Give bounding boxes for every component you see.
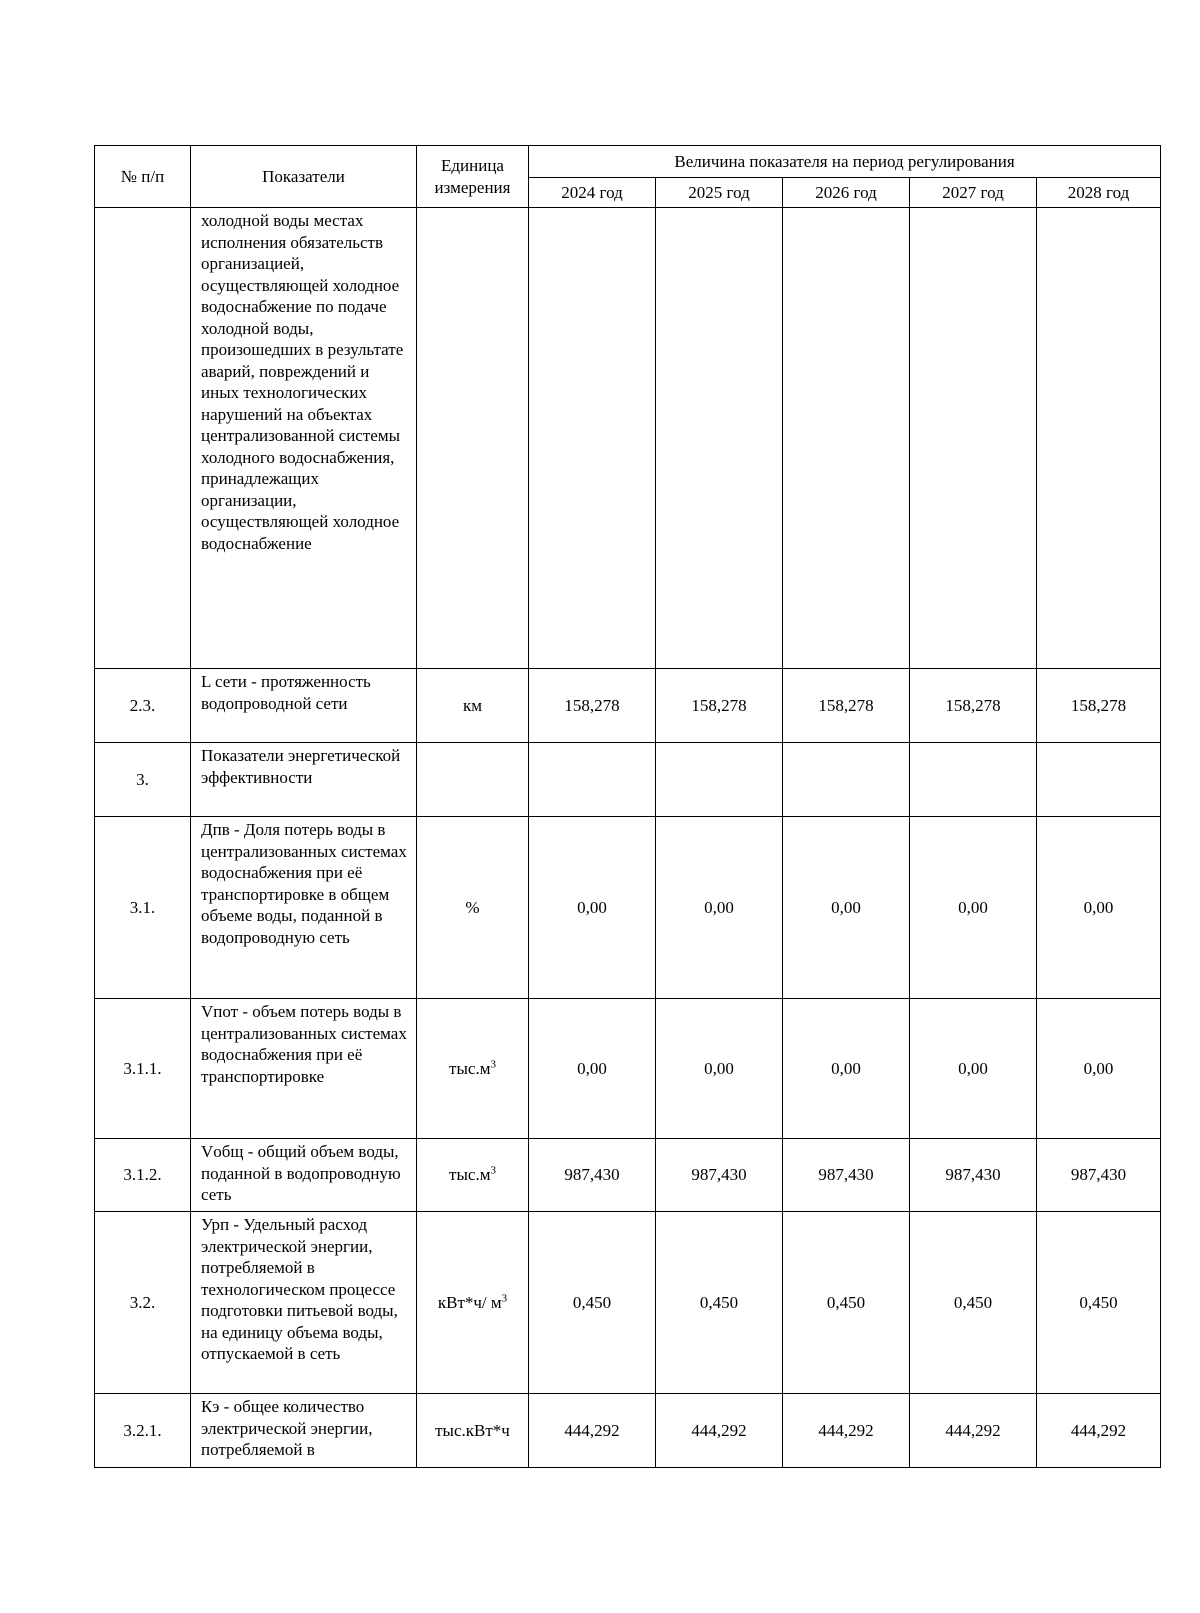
row-value-2024: 987,430 [529, 1139, 656, 1212]
header-period: Величина показателя на период регулирования [529, 146, 1161, 178]
row-value-2027 [910, 743, 1037, 817]
row-name: Кэ - общее количество электрической энергии, потребляемой в [191, 1394, 417, 1468]
table-row [95, 1139, 1161, 1212]
header-num: № п/п [95, 146, 191, 208]
row-unit: кВт*ч/ $м^3$ [417, 1212, 529, 1394]
row-unit [417, 743, 529, 817]
header-year-2026: 2026 год [783, 178, 910, 208]
row-unit: тыс.кВт*ч [417, 1394, 529, 1468]
row-value-2028: 0,450 [1037, 1212, 1161, 1394]
row-name: холодной воды местах исполнения обязательств организацией, осуществляющей холодное водоснабжение по подаче холодной воды, произошедших в результате аварий, повреждений и иных технологических нарушений на объектах централизованной системы холодного водоснабжения, принадлежащих организации, осуществляющей холодное водоснабжение [191, 208, 417, 669]
row-value-2025 [656, 743, 783, 817]
row-num: 3.2.1. [95, 1394, 191, 1468]
row-value-2026: 444,292 [783, 1394, 910, 1468]
row-num: 3.1.1. [95, 999, 191, 1139]
row-value-2026 [783, 208, 910, 669]
row-value-2027: 0,450 [910, 1212, 1037, 1394]
row-value-2027: 987,430 [910, 1139, 1037, 1212]
row-value-2028 [1037, 743, 1161, 817]
row-num: 3. [95, 743, 191, 817]
row-value-2024: 0,00 [529, 817, 656, 999]
header-year-2024: 2024 год [529, 178, 656, 208]
table-row [95, 1212, 1161, 1394]
row-name: Урп - Удельный расход электрической энергии, потребляемой в технологическом процессе подготовки питьевой воды, на единицу объема воды, отпускаемой в сеть [191, 1212, 417, 1394]
row-value-2026: 0,450 [783, 1212, 910, 1394]
row-unit: % [417, 817, 529, 999]
row-value-2028: 444,292 [1037, 1394, 1161, 1468]
row-value-2025: 444,292 [656, 1394, 783, 1468]
row-value-2025 [656, 208, 783, 669]
row-name: Дпв - Доля потерь воды в централизованных системах водоснабжения при её транспортировке в общем объеме воды, поданной в водопроводную сеть [191, 817, 417, 999]
row-value-2026: 0,00 [783, 999, 910, 1139]
header-indicators: Показатели [191, 146, 417, 208]
row-value-2024: 0,00 [529, 999, 656, 1139]
row-value-2025: 987,430 [656, 1139, 783, 1212]
row-value-2028: 158,278 [1037, 669, 1161, 743]
row-value-2028 [1037, 208, 1161, 669]
row-name: Vобщ - общий объем воды, поданной в водопроводную сеть [191, 1139, 417, 1212]
table-row [95, 743, 1161, 817]
row-value-2024 [529, 743, 656, 817]
row-value-2028: 0,00 [1037, 817, 1161, 999]
row-num: 3.1.2. [95, 1139, 191, 1212]
row-value-2027: 0,00 [910, 817, 1037, 999]
row-value-2025: 158,278 [656, 669, 783, 743]
row-unit: км [417, 669, 529, 743]
row-num: 2.3. [95, 669, 191, 743]
header-year-2027: 2027 год [910, 178, 1037, 208]
row-value-2024: 0,450 [529, 1212, 656, 1394]
row-value-2025: 0,00 [656, 999, 783, 1139]
table-row [95, 999, 1161, 1139]
header-year-2028: 2028 год [1037, 178, 1161, 208]
row-value-2025: 0,00 [656, 817, 783, 999]
row-value-2025: 0,450 [656, 1212, 783, 1394]
row-value-2024: 158,278 [529, 669, 656, 743]
row-value-2024: 444,292 [529, 1394, 656, 1468]
indicators-table [94, 145, 1161, 1468]
row-value-2026 [783, 743, 910, 817]
header-year-2025: 2025 год [656, 178, 783, 208]
row-name: L сети - протяженность водопроводной сети [191, 669, 417, 743]
row-value-2026: 987,430 [783, 1139, 910, 1212]
row-num: 3.2. [95, 1212, 191, 1394]
row-value-2027: 444,292 [910, 1394, 1037, 1468]
table-row [95, 208, 1161, 669]
table-row [95, 817, 1161, 999]
table-row [95, 669, 1161, 743]
row-unit: $тыс.м^3$ [417, 1139, 529, 1212]
header-unit: Единица измерения [417, 146, 529, 208]
row-value-2027 [910, 208, 1037, 669]
table-row [95, 1394, 1161, 1468]
row-num: 3.1. [95, 817, 191, 999]
row-value-2026: 0,00 [783, 817, 910, 999]
row-name: Vпот - объем потерь воды в централизованных системах водоснабжения при её транспортировке [191, 999, 417, 1139]
row-value-2028: 987,430 [1037, 1139, 1161, 1212]
row-value-2024 [529, 208, 656, 669]
row-value-2028: 0,00 [1037, 999, 1161, 1139]
row-value-2027: 158,278 [910, 669, 1037, 743]
row-unit [417, 208, 529, 669]
row-name: Показатели энергетической эффективности [191, 743, 417, 817]
row-num [95, 208, 191, 669]
row-value-2026: 158,278 [783, 669, 910, 743]
row-value-2027: 0,00 [910, 999, 1037, 1139]
row-unit: $тыс.м^3$ [417, 999, 529, 1139]
